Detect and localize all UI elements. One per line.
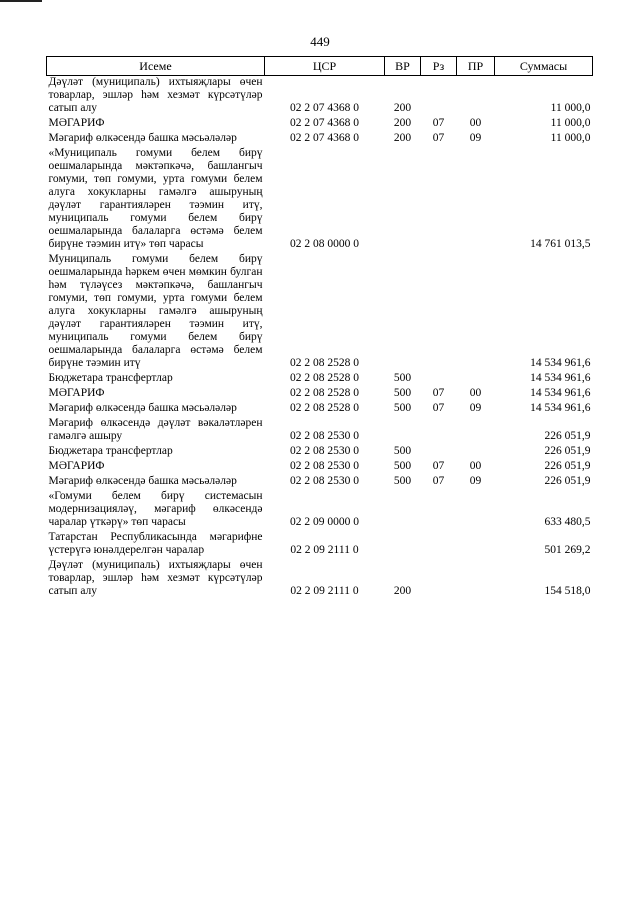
page-number: 449 xyxy=(310,34,330,49)
cell-csr: 02 2 09 0000 0 xyxy=(290,516,359,528)
table-row xyxy=(47,402,593,415)
cell-name: Дәүләт (муниципаль) ихтыяҗлары өчен товарлар, эшләр һәм хезмәт күрсәтүләр сатып алу xyxy=(48,76,263,114)
cell-name: МӘГАРИФ xyxy=(48,387,105,399)
cell-csr: 02 2 09 2111 0 xyxy=(290,585,359,597)
cell-vr: 200 xyxy=(393,117,412,129)
table-row xyxy=(47,117,593,130)
cell-csr: 02 2 08 2530 0 xyxy=(290,430,359,442)
cell-pr xyxy=(457,253,495,370)
cell-pr xyxy=(457,490,495,529)
cell-name: Дәүләт (муниципаль) ихтыяҗлары өчен товарлар, эшләр һәм хезмәт күрсәтүләр сатып алу xyxy=(48,559,263,597)
cell-rz xyxy=(421,253,457,370)
table-row xyxy=(47,559,593,598)
header-rz: Рз xyxy=(421,57,457,76)
cell-pr: 00 xyxy=(469,460,482,472)
cell-name: Муниципаль гомуми белем бирү оешмаларында һәркем өчен мөмкин булган һәм түләүсез мәктәпкәчә, башлангыч гомуми, төп гомуми, урта гомуми белем алуга хокукларны гамәлгә ашыруның дәүләт гарантияләрен тәэмин итү, муниципаль гомуми белем бирү оешмаларында балаларга өстәмә белем бирүне тәэмин итү xyxy=(48,253,263,369)
header-row xyxy=(47,57,593,76)
cell-pr: 00 xyxy=(469,117,482,129)
table-body xyxy=(47,76,593,599)
cell-sum: 11 000,0 xyxy=(550,102,591,114)
cell-vr: 500 xyxy=(393,445,412,457)
cell-sum: 14 534 961,6 xyxy=(530,357,591,369)
table-row xyxy=(47,132,593,145)
cell-sum: 14 534 961,6 xyxy=(530,372,591,384)
cell-rz: 07 xyxy=(432,132,445,144)
cell-rz xyxy=(421,445,457,458)
cell-name: МӘГАРИФ xyxy=(48,117,105,129)
cell-rz: 07 xyxy=(432,402,445,414)
cell-name: МӘГАРИФ xyxy=(48,460,105,472)
cell-sum: 11 000,0 xyxy=(550,132,591,144)
cell-pr xyxy=(457,559,495,598)
table-row xyxy=(47,531,593,557)
cell-rz: 07 xyxy=(432,117,445,129)
cell-vr: 500 xyxy=(393,460,412,472)
table-row xyxy=(47,475,593,488)
cell-pr xyxy=(457,372,495,385)
cell-sum: 14 534 961,6 xyxy=(530,402,591,414)
cell-vr: 200 xyxy=(393,132,412,144)
cell-csr: 02 2 08 2528 0 xyxy=(290,387,359,399)
table-row xyxy=(47,490,593,529)
cell-sum: 226 051,9 xyxy=(544,445,591,457)
cell-sum: 226 051,9 xyxy=(544,475,591,487)
cell-name: «Муниципаль гомуми белем бирү оешмаларында мәктәпкәчә, башлангыч гомуми, төп гомуми, урта гомуми белем алуга хокукларны гамәлгә ашыруның дәүләт гарантияләрен тәэмин итү, муниципаль гомуми белем бирү оешмаларында балаларга өстәмә белем бирүне тәэмин итү» төп чарасы xyxy=(48,147,263,250)
cell-vr: 500 xyxy=(393,372,412,384)
cell-csr: 02 2 08 2530 0 xyxy=(290,475,359,487)
cell-pr xyxy=(457,76,495,116)
cell-pr: 09 xyxy=(469,402,482,414)
cell-name: Мәгариф өлкәсендә башка мәсьәләләр xyxy=(48,475,237,487)
cell-pr xyxy=(457,147,495,251)
cell-csr: 02 2 08 0000 0 xyxy=(290,238,359,250)
cell-rz xyxy=(421,559,457,598)
cell-name: «Гомуми белем бирү системасын модернизацияләү, мәгариф өлкәсендә чаралар үткәрү» төп чарасы xyxy=(48,490,263,528)
cell-name: Мәгариф өлкәсендә дәүләт вәкаләтләрен гамәлгә ашыру xyxy=(48,417,263,442)
cell-csr: 02 2 08 2528 0 xyxy=(290,357,359,369)
cell-vr xyxy=(385,490,421,529)
header-vr: ВР xyxy=(385,57,421,76)
header-csr: ЦСР xyxy=(265,57,385,76)
cell-rz xyxy=(421,147,457,251)
cell-vr xyxy=(385,253,421,370)
cell-rz: 07 xyxy=(432,387,445,399)
corner-mark xyxy=(0,0,42,2)
cell-csr: 02 2 07 4368 0 xyxy=(290,132,359,144)
table-row xyxy=(47,253,593,370)
cell-vr xyxy=(385,531,421,557)
cell-csr: 02 2 08 2530 0 xyxy=(290,460,359,472)
cell-name: Татарстан Республикасында мәгарифне үстерүгә юнәлдерелгән чаралар xyxy=(48,531,263,556)
cell-csr: 02 2 08 2528 0 xyxy=(290,372,359,384)
table-row xyxy=(47,372,593,385)
cell-rz: 07 xyxy=(432,475,445,487)
header-pr: ПР xyxy=(457,57,495,76)
cell-sum: 501 269,2 xyxy=(544,544,591,556)
cell-vr: 200 xyxy=(393,102,412,114)
table-row xyxy=(47,76,593,116)
cell-rz xyxy=(421,417,457,443)
cell-csr: 02 2 07 4368 0 xyxy=(290,102,359,114)
cell-rz xyxy=(421,490,457,529)
cell-vr: 500 xyxy=(393,402,412,414)
cell-sum: 14 761 013,5 xyxy=(530,238,591,250)
cell-sum: 633 480,5 xyxy=(544,516,591,528)
cell-sum: 14 534 961,6 xyxy=(530,387,591,399)
cell-sum: 154 518,0 xyxy=(544,585,591,597)
cell-name: Мәгариф өлкәсендә башка мәсьәләләр xyxy=(48,132,237,144)
cell-rz xyxy=(421,76,457,116)
budget-table xyxy=(46,56,593,598)
cell-csr: 02 2 07 4368 0 xyxy=(290,117,359,129)
cell-sum: 11 000,0 xyxy=(550,117,591,129)
cell-pr: 09 xyxy=(469,132,482,144)
header-name: Исеме xyxy=(47,57,265,76)
cell-pr xyxy=(457,445,495,458)
cell-vr: 500 xyxy=(393,387,412,399)
cell-rz: 07 xyxy=(432,460,445,472)
cell-rz xyxy=(421,531,457,557)
cell-csr: 02 2 09 2111 0 xyxy=(290,544,359,556)
cell-sum: 226 051,9 xyxy=(544,460,591,472)
cell-vr: 200 xyxy=(393,585,412,597)
header-sum: Суммасы xyxy=(495,57,593,76)
cell-pr xyxy=(457,531,495,557)
table-row xyxy=(47,417,593,443)
table-row xyxy=(47,387,593,400)
cell-pr xyxy=(457,417,495,443)
cell-name: Мәгариф өлкәсендә башка мәсьәләләр xyxy=(48,402,237,414)
cell-csr: 02 2 08 2530 0 xyxy=(290,445,359,457)
table-row xyxy=(47,445,593,458)
cell-vr: 500 xyxy=(393,475,412,487)
table-row xyxy=(47,460,593,473)
cell-name: Бюджетара трансфертлар xyxy=(48,445,173,457)
cell-vr xyxy=(385,417,421,443)
table-row xyxy=(47,147,593,251)
cell-csr: 02 2 08 2528 0 xyxy=(290,402,359,414)
cell-pr: 09 xyxy=(469,475,482,487)
cell-vr xyxy=(385,147,421,251)
cell-rz xyxy=(421,372,457,385)
cell-sum: 226 051,9 xyxy=(544,430,591,442)
cell-name: Бюджетара трансфертлар xyxy=(48,372,173,384)
cell-pr: 00 xyxy=(469,387,482,399)
